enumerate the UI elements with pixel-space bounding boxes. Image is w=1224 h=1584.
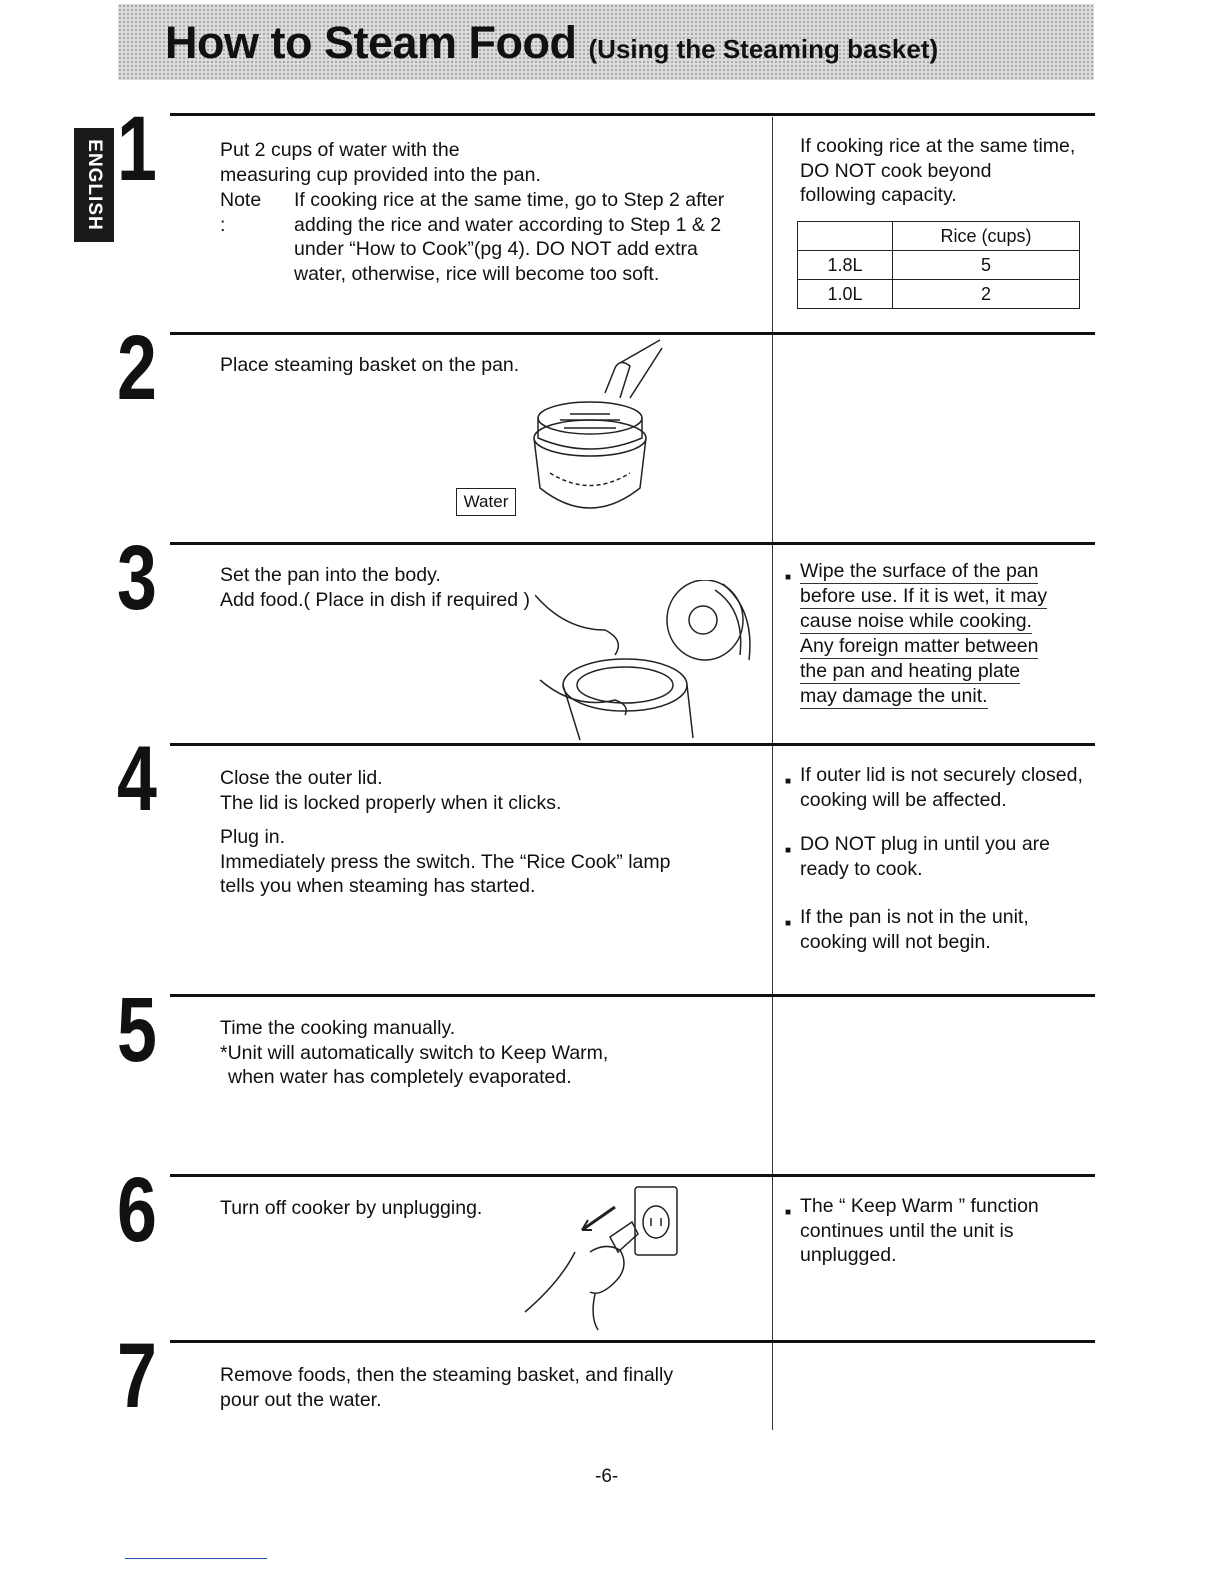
step-5-line: *Unit will automatically switch to Keep Warm, <box>220 1041 609 1064</box>
side-line: cooking will be affected. <box>800 788 1007 811</box>
step-6-rule <box>170 1174 1095 1177</box>
side-bullet-line: ■ DO NOT plug in until you are <box>800 832 1050 857</box>
step-3-side-note <box>800 559 1047 709</box>
table-row <box>798 251 1080 280</box>
step-7-text <box>220 1363 673 1412</box>
page-title <box>165 18 938 74</box>
capacity-table <box>797 221 1080 309</box>
step-2-rule <box>170 332 1095 335</box>
note-line: under “How to Cook”(pg 4). DO NOT add extra <box>294 238 698 260</box>
step-3-text <box>220 563 530 612</box>
step-5-line: Time the cooking manually. <box>220 1017 456 1039</box>
step-6-side-note <box>800 1194 1039 1268</box>
step-1-side-note <box>800 134 1075 208</box>
underlined-line: before use. If it is wet, it may <box>800 585 1048 607</box>
side-bullet-line: ■ If the pan is not in the unit, <box>800 905 1029 930</box>
step-5-rule <box>170 994 1095 997</box>
step-6-text <box>220 1196 482 1221</box>
step-2-line: Place steaming basket on the pan. <box>220 354 520 376</box>
step-3-line: Add food.( Place in dish if required ) <box>220 588 531 611</box>
underlined-line: Any foreign matter between <box>800 635 1039 657</box>
table-header-rice: Rice (cups) <box>893 222 1080 251</box>
page-title-sub: (Using the Steaming basket) <box>588 34 939 64</box>
step-4-line: Immediately press the switch. The “Rice Cook” lamp <box>220 850 671 873</box>
step-5-line: when water has completely evaporated. <box>228 1066 572 1088</box>
side-line: following capacity. <box>800 184 957 206</box>
step-4-text-b <box>220 825 670 899</box>
side-line: DO NOT cook beyond <box>800 159 992 182</box>
step-6-number: 6 <box>117 1159 157 1261</box>
step-5-number: 5 <box>117 979 157 1081</box>
step-4-line: Plug in. <box>220 826 286 848</box>
water-label: Water <box>456 488 516 516</box>
step-4-text-a <box>220 766 561 815</box>
side-line: ready to cook. <box>800 857 923 880</box>
step-4-line: Close the outer lid. <box>220 767 383 789</box>
side-line: If cooking rice at the same time, <box>800 135 1076 157</box>
step-4-side-bullet-2 <box>800 832 1050 881</box>
underlined-line: cause noise while cooking. <box>800 610 1032 632</box>
underlined-line: Wipe the surface of the pan <box>800 560 1039 582</box>
side-line: cooking will not begin. <box>800 930 991 953</box>
language-tab-label: ENGLISH <box>84 139 105 231</box>
side-line: unplugged. <box>800 1244 897 1266</box>
step-4-rule <box>170 743 1095 746</box>
side-line: continues until the unit is <box>800 1219 1014 1242</box>
step-7-line: Remove foods, then the steaming basket, and finally <box>220 1364 674 1386</box>
step-3-number: 3 <box>117 527 157 629</box>
step-1-number: 1 <box>117 98 157 200</box>
steaming-basket-illustration <box>520 338 670 528</box>
note-line: adding the rice and water according to Step 1 & 2 <box>294 213 722 236</box>
step-2-text <box>220 353 519 378</box>
unplug-illustration <box>520 1182 685 1332</box>
step-3-rule <box>170 542 1095 545</box>
step-2-number: 2 <box>117 317 157 419</box>
underlined-line: the pan and heating plate <box>800 660 1021 682</box>
footer-rule <box>125 1558 267 1559</box>
table-cell <box>798 222 893 251</box>
step-5-text <box>220 1016 608 1090</box>
step-1-rule <box>170 113 1095 116</box>
side-line <box>800 659 1047 684</box>
step-4-line: The lid is locked properly when it clicks. <box>220 791 562 814</box>
step-1-text <box>220 138 541 187</box>
note-body <box>294 188 724 286</box>
side-bullet-line <box>800 559 1047 584</box>
side-line <box>800 634 1047 659</box>
underlined-line: may damage the unit. <box>800 685 988 707</box>
table-cell: 1.8L <box>798 251 893 280</box>
pan-into-body-illustration <box>535 580 760 745</box>
note-line: water, otherwise, rice will become too soft. <box>294 262 660 285</box>
step-7-number: 7 <box>117 1325 157 1427</box>
table-cell: 2 <box>893 280 1080 309</box>
table-row <box>798 222 1080 251</box>
step-7-line: pour out the water. <box>220 1388 382 1411</box>
step-3-line: Set the pan into the body. <box>220 564 441 586</box>
side-line <box>800 584 1047 609</box>
side-bullet-line: ■ If outer lid is not securely closed, <box>800 763 1083 788</box>
step-4-side-bullet-3 <box>800 905 1029 954</box>
page-number: -6- <box>595 1466 619 1487</box>
side-bullet-line: ■ The “ Keep Warm ” function <box>800 1194 1039 1219</box>
page-title-main: How to Steam Food <box>165 17 577 68</box>
table-row <box>798 280 1080 309</box>
table-cell: 1.0L <box>798 280 893 309</box>
table-cell: 5 <box>893 251 1080 280</box>
language-tab <box>74 128 114 242</box>
side-line <box>800 684 1047 709</box>
step-4-number: 4 <box>117 728 157 830</box>
step-6-line: Turn off cooker by unplugging. <box>220 1197 483 1219</box>
step-4-line: tells you when steaming has started. <box>220 875 536 897</box>
column-divider <box>772 117 773 1430</box>
side-line <box>800 609 1047 634</box>
step-7-rule <box>170 1340 1095 1343</box>
step-4-side-bullet-1 <box>800 763 1083 812</box>
note-line: If cooking rice at the same time, go to Step 2 after <box>294 189 725 211</box>
step-1-line: measuring cup provided into the pan. <box>220 163 541 186</box>
note-label: Note : <box>220 189 262 236</box>
step-1-line: Put 2 cups of water with the <box>220 139 460 161</box>
